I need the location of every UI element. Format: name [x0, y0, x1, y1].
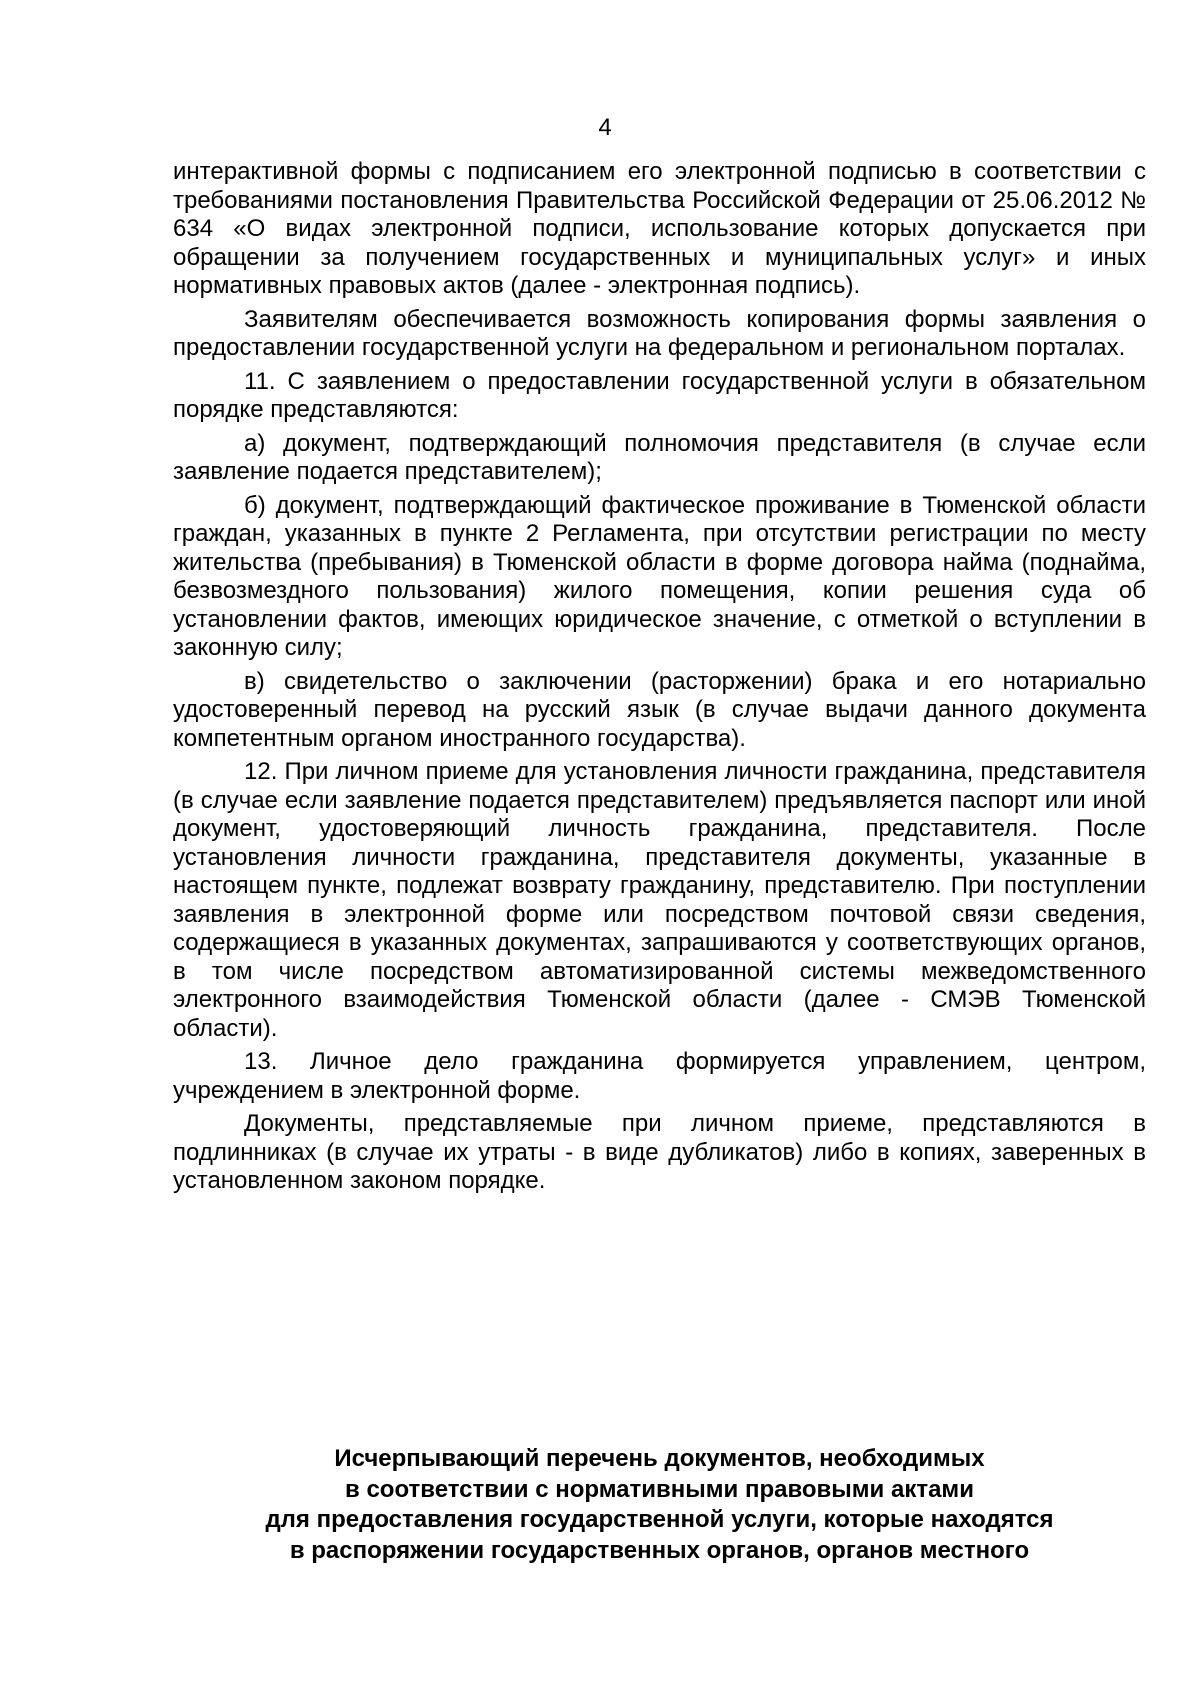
heading-line: Исчерпывающий перечень документов, необходимых: [334, 1445, 985, 1472]
paragraph-item-12: 12. При личном приеме для установления личности гражданина, представителя (в случае если заявление подается представителем) предъявляется паспорт или иной документ, удостоверяющий личность гражданина, представителя. После установления личности гражданина, представителя документы, указанные в настоящем пункте, подлежат возврату гражданину, представителю. При поступлении заявления в электронной форме или посредством почтовой связи сведения, содержащиеся в указанных документах, запрашиваются у соответствующих органов, в том числе посредством автоматизированной системы межведомственного электронного взаимодействия Тюменской области (далее - СМЭВ Тюменской области).: [173, 758, 1146, 1042]
heading-line: в распоряжении государственных органов, органов местного: [289, 1536, 1030, 1564]
paragraph-item-11-a: а) документ, подтверждающий полномочия представителя (в случае если заявление подается представителем);: [173, 429, 1146, 485]
document-body: [173, 158, 1146, 1201]
section-heading: [173, 1444, 1146, 1566]
paragraph-continuation: интерактивной формы с подписанием его электронной подписью в соответствии с требованиями постановления Правительства Российской Федерации от 25.06.2012 № 634 «О видах электронной подписи, использование которых допускается при обращении за получением государственных и муниципальных услуг» и иных нормативных правовых актов (далее - электронная подпись).: [173, 158, 1146, 299]
paragraph-item-11-v: в) свидетельство о заключении (расторжении) брака и его нотариально удостоверенный перевод на русский язык (в случае выдачи данного документа компетентным органом иностранного государства).: [173, 667, 1146, 752]
paragraph-item-11-b: б) документ, подтверждающий фактическое проживание в Тюменской области граждан, указанных в пункте 2 Регламента, при отсутствии регистрации по месту жительства (пребывания) в Тюменской области в форме договора найма (поднайма, безвозмездного пользования) жилого помещения, копии решения суда об установлении фактов, имеющих юридическое значение, с отметкой о вступлении в законную силу;: [173, 491, 1146, 661]
heading-line: для предоставления государственной услуги, которые находятся: [265, 1506, 1054, 1533]
paragraph-copy-form: Заявителям обеспечивается возможность копирования формы заявления о предоставлении государственной услуги на федеральном и региональном порталах.: [173, 305, 1146, 361]
paragraph-item-11: 11. С заявлением о предоставлении государственной услуги в обязательном порядке представляются:: [173, 367, 1146, 423]
paragraph-documents-originals: Документы, представляемые при личном приеме, представляются в подлинниках (в случае их утраты - в виде дубликатов) либо в копиях, заверенных в установленном законом порядке.: [173, 1110, 1146, 1194]
page-number: 4: [598, 114, 612, 141]
paragraph-item-13: 13. Личное дело гражданина формируется управлением, центром, учреждением в электронной форме.: [173, 1048, 1146, 1104]
heading-line: в соответствии с нормативными правовыми актами: [345, 1475, 974, 1503]
